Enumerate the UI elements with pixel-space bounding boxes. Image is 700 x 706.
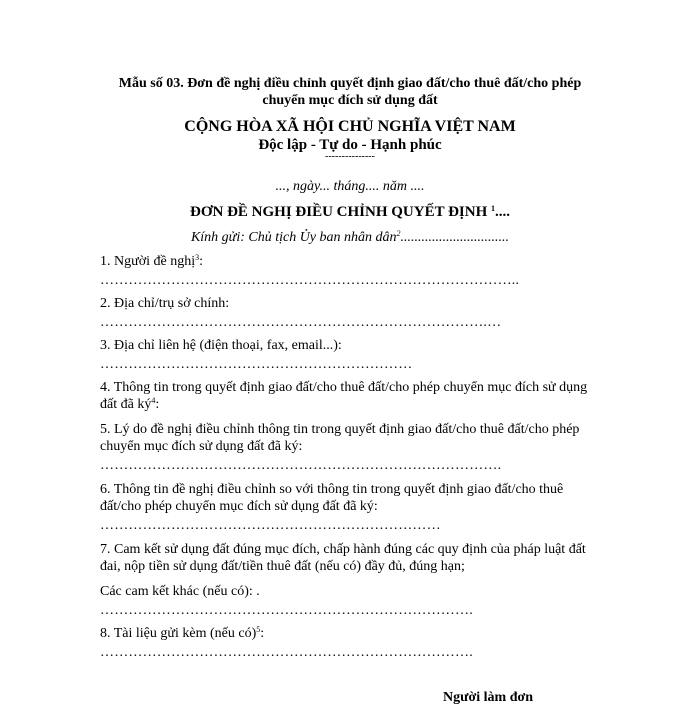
document-title-text: ĐƠN ĐỀ NGHỊ ĐIỀU CHỈNH QUYẾT ĐỊNH [189, 204, 491, 220]
item-3-dots: ………………………………………………………… [100, 357, 413, 372]
footnote-1: 1 [491, 204, 495, 213]
item-7-dots: ……………………………………………………………………. [100, 603, 473, 618]
motto-rule: --------------- [325, 151, 375, 162]
item-5-dots: …………………………………………………………………………. [100, 458, 502, 473]
item-1-label [100, 253, 640, 270]
item-1-colon: : [199, 254, 203, 269]
footnote-2: 2 [396, 229, 401, 238]
document-title [0, 203, 700, 221]
item-2-label: 2. Địa chỉ/trụ sở chính: [100, 296, 230, 311]
item-1-dots: …………………………………………………………………………….. [100, 273, 520, 288]
item-8-colon: : [260, 626, 265, 641]
item-4-text: đất đã ký [100, 397, 152, 412]
item-2-dots: ……………………………………………………………………….… [100, 315, 502, 330]
addressee-dots: ............................... [400, 230, 510, 245]
item-4-colon: : [155, 397, 160, 412]
item-3-label: 3. Địa chỉ liên hệ (điện thoại, fax, email...): [100, 338, 342, 353]
item-6-line1: 6. Thông tin đề nghị điều chỉnh so với thông tin trong quyết định giao đất/cho thuê [100, 482, 564, 497]
footnote-5: 5 [256, 625, 261, 634]
item-8-dots: ……………………………………………………………………. [100, 645, 473, 660]
item-6-line2: đất/cho phép chuyển mục đích sử dụng đất đã ký: [100, 499, 378, 514]
item-4-line2 [100, 396, 640, 413]
item-5-line1: 5. Lý do đề nghị điều chỉnh thông tin trong quyết định giao đất/cho thuê đất/cho phép [100, 422, 580, 437]
item-7-line2: đai, nộp tiền sử dụng đất/tiền thuê đất (nếu có) đầy đủ, đúng hạn; [100, 559, 465, 574]
form-title-line1: Mẫu số 03. Đơn đề nghị điều chỉnh quyết định giao đất/cho thuê đất/cho phép [118, 76, 582, 91]
addressee-text: Kính gửi: Chủ tịch Ủy ban nhân dân [190, 230, 397, 245]
item-7-line1: 7. Cam kết sử dụng đất đúng mục đích, chấp hành đúng các quy định của pháp luật đất [100, 542, 586, 557]
footnote-4: 4 [151, 396, 156, 405]
item-8-label [100, 625, 640, 642]
form-title-line2: chuyển mục đích sử dụng đất [262, 93, 438, 108]
signer-label: Người làm đơn [443, 690, 534, 705]
item-5-line2: chuyển mục đích sử dụng đất đã ký: [100, 439, 303, 454]
item-1-text: 1. Người đề nghị [100, 254, 196, 269]
item-7-other: Các cam kết khác (nếu có): . [100, 584, 260, 599]
item-6-dots: ……………………………………………………………… [100, 518, 441, 533]
item-4-line1: 4. Thông tin trong quyết định giao đất/cho thuê đất/cho phép chuyển mục đích sử dụng [100, 380, 588, 395]
addressee [0, 229, 700, 246]
date-line: ..., ngày... tháng.... năm .... [275, 179, 425, 194]
national-motto: Độc lập - Tự do - Hạnh phúc [258, 137, 442, 153]
country-name: CỘNG HÒA XÃ HỘI CHỦ NGHĨA VIỆT NAM [184, 118, 516, 135]
footnote-3: 3 [195, 253, 200, 262]
item-8-text: 8. Tài liệu gửi kèm (nếu có) [100, 626, 257, 641]
document-title-tail: .... [495, 204, 510, 220]
